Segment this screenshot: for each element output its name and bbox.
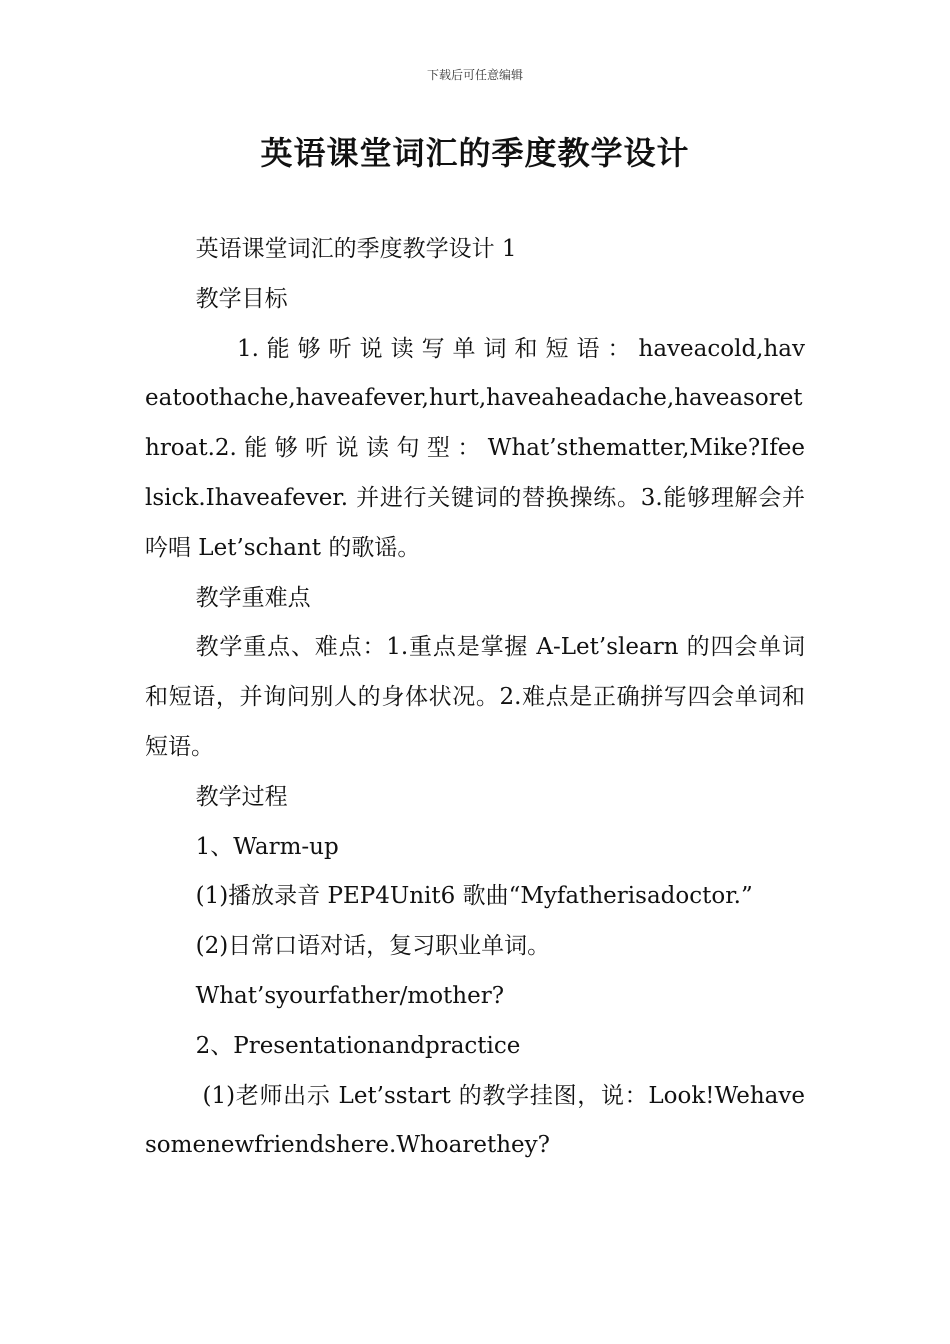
header-note: 下载后可任意编辑	[426, 68, 523, 82]
section-heading-process: 教学过程	[195, 783, 288, 810]
section-heading-key-points: 教学重难点	[195, 584, 311, 611]
step-presentation: 2、Presentationandpractice	[195, 1032, 521, 1059]
step-warm-up-1: (1)播放录音 PEP4Unit6 歌曲“Myfatherisadoctor.”	[195, 883, 753, 910]
dialogue-line: What’syourfather/mother?	[195, 982, 505, 1009]
step-warm-up: 1、Warm-up	[195, 833, 339, 860]
step-presentation-1: (1)老师出示 Let’sstart 的教学挂图，说：Look!Wehavesomenewfriendshere.Whoarethey?	[145, 1082, 805, 1159]
document-body	[145, 225, 805, 1171]
key-points-paragraph: 教学重点、难点：1.重点是掌握 A-Let’slearn 的四会单词和短语，并询问别人的身体状况。2.难点是正确拼写四会单词和短语。	[145, 634, 805, 760]
section-heading-objectives: 教学目标	[195, 285, 288, 312]
document-title: 英语课堂词汇的季度教学设计	[260, 134, 690, 172]
section-heading-design-1: 英语课堂词汇的季度教学设计 1	[195, 236, 517, 262]
objectives-paragraph: 1. 能 够 听 说 读 写 单 词 和 短 语 ： haveacold,haveatoothache,haveafever,hurt,haveaheadache,haveasorethroat.2. 能 够 听 说 读 句 型 ： What’sthematter,Mike?Ifeelsick.Ihaveafever. 并进行关键词的替换操练。3.能够理解会并吟唱 Let’schant 的歌谣。	[145, 335, 805, 561]
step-warm-up-2: (2)日常口语对话，复习职业单词。	[195, 933, 551, 960]
